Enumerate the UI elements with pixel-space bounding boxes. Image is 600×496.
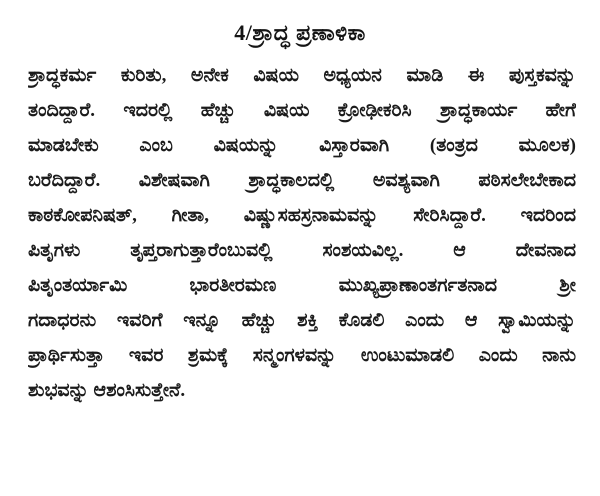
text-line: ಶುಭವನ್ನು ಆಶಂಸಿಸುತ್ತೇನೆ. [28, 380, 186, 401]
text-line: ಮಾಡಬೇಕು ಎಂಬ ವಿಷಯನ್ನು ವಿಸ್ತಾರವಾಗಿ (ತಂತ್ರದ ಮೂಲಕ) [28, 135, 576, 156]
text-line: ಕಾಠಕೋಪನಿಷತ್, ಗೀತಾ, ವಿಷ್ಣುಸಹಸ್ರನಾಮವನ್ನು ಸೇರಿಸಿದ್ದಾರೆ. ಇದರಿಂದ [28, 205, 576, 226]
preface-paragraph [28, 58, 576, 408]
text-line: ಪ್ರಾರ್ಥಿಸುತ್ತಾ ಇವರ ಶ್ರಮಕ್ಕೆ ಸನ್ಮಂಗಳವನ್ನು ಉಂಟುಮಾಡಲಿ ಎಂದು ನಾನು [28, 345, 576, 366]
page-title: 4/ಶ್ರಾದ್ಧ ಪ್ರಣಾಳಿಕಾ [234, 20, 366, 45]
text-line: ಪಿತೃಂತರ್ಯಾಮಿ ಭಾರತೀರಮಣ ಮುಖ್ಯಪ್ರಾಣಾಂತರ್ಗತನಾದ ಶ್ರೀ [28, 275, 576, 296]
text-line: ಪಿತೃಗಳು ತೃಪ್ತರಾಗುತ್ತಾರೆಂಬುವಲ್ಲಿ ಸಂಶಯವಿಲ್ಲ. ಆ ದೇವನಾದ [28, 240, 576, 261]
text-line: ಬರೆದಿದ್ದಾರೆ. ವಿಶೇಷವಾಗಿ ಶ್ರಾದ್ಧಕಾಲದಲ್ಲಿ ಅವಶ್ಯವಾಗಿ ಪಠಿಸಲೇಬೇಕಾದ [28, 170, 576, 191]
text-line: ಶ್ರಾದ್ಧಕರ್ಮ ಕುರಿತು, ಅನೇಕ ವಿಷಯ ಅಧ್ಯಯನ ಮಾಡಿ ಈ ಪುಸ್ತಕವನ್ನು [28, 65, 576, 86]
text-line: ತಂದಿದ್ದಾರೆ. ಇದರಲ್ಲಿ ಹೆಚ್ಚು ವಿಷಯ ಕ್ರೋಢೀಕರಿಸಿ ಶ್ರಾದ್ಧಕಾರ್ಯ ಹೇಗೆ [28, 100, 576, 121]
text-line: ಗದಾಧರನು ಇವರಿಗೆ ಇನ್ನೂ ಹೆಚ್ಚು ಶಕ್ತಿ ಕೊಡಲಿ ಎಂದು ಆ ಸ್ವಾಮಿಯನ್ನು [28, 310, 576, 331]
